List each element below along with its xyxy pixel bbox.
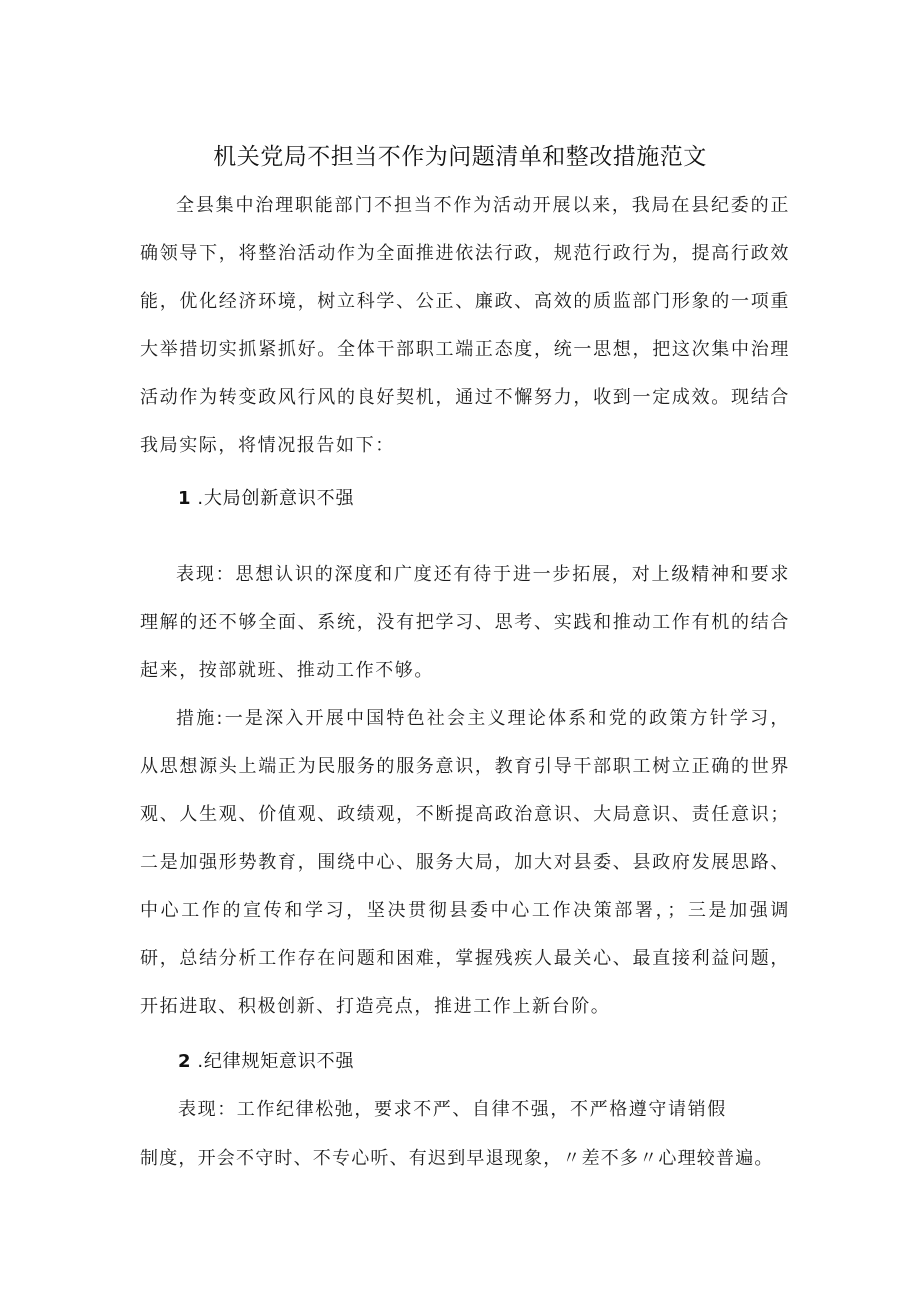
section-heading-1 xyxy=(178,484,354,514)
section-number: 1 xyxy=(178,488,192,509)
section-2-performance-line-2: 制度，开会不守时、不专心听、有迟到早退现象，〃差不多〃心理较普遍。 xyxy=(140,1148,774,1169)
section-number: 2 xyxy=(178,1051,192,1072)
section-1-measures: 措施:一是深入开展中国特色社会主义理论体系和党的政策方针学习，从思想源头上端正为民服务的服务意识，教育引导干部职工树立正确的世界观、人生观、价值观、政绩观，不断提高政治意识、大局意识、责任意识；二是加强形势教育，围绕中心、服务大局，加大对县委、县政府发展思路、中心工作的宣传和学习，坚决贯彻县委中心工作决策部署，；三是加强调研，总结分析工作存在问题和困难，掌握残疾人最关心、最直接利益问题，开拓进取、积极创新、打造亮点，推进工作上新台阶。 xyxy=(140,708,790,1017)
document-title: 机关党局不担当不作为问题清单和整改措施范文 xyxy=(213,144,707,170)
section-heading-2 xyxy=(178,1047,354,1077)
section-title: .纪律规矩意识不强 xyxy=(197,1051,355,1072)
section-2-performance-line-1: 表现：工作纪律松弛，要求不严、自律不强，不严格遵守请销假 xyxy=(178,1099,727,1120)
section-title: .大局创新意识不强 xyxy=(197,488,355,509)
section-1-performance: 表现：思想认识的深度和广度还有待于进一步拓展，对上级精神和要求理解的还不够全面、系统，没有把学习、思考、实践和推动工作有机的结合起来，按部就班、推动工作不够。 xyxy=(140,564,790,681)
intro-paragraph: 全县集中治理职能部门不担当不作为活动开展以来，我局在县纪委的正确领导下，将整治活动作为全面推进依法行政，规范行政行为，提高行政效能，优化经济环境，树立科学、公正、廉政、高效的质监部门形象的一项重大举措切实抓紧抓好。全体干部职工端正态度，统一思想，把这次集中治理活动作为转变政风行风的良好契机，通过不懈努力，收到一定成效。现结合我局实际，将情况报告如下： xyxy=(140,195,790,456)
